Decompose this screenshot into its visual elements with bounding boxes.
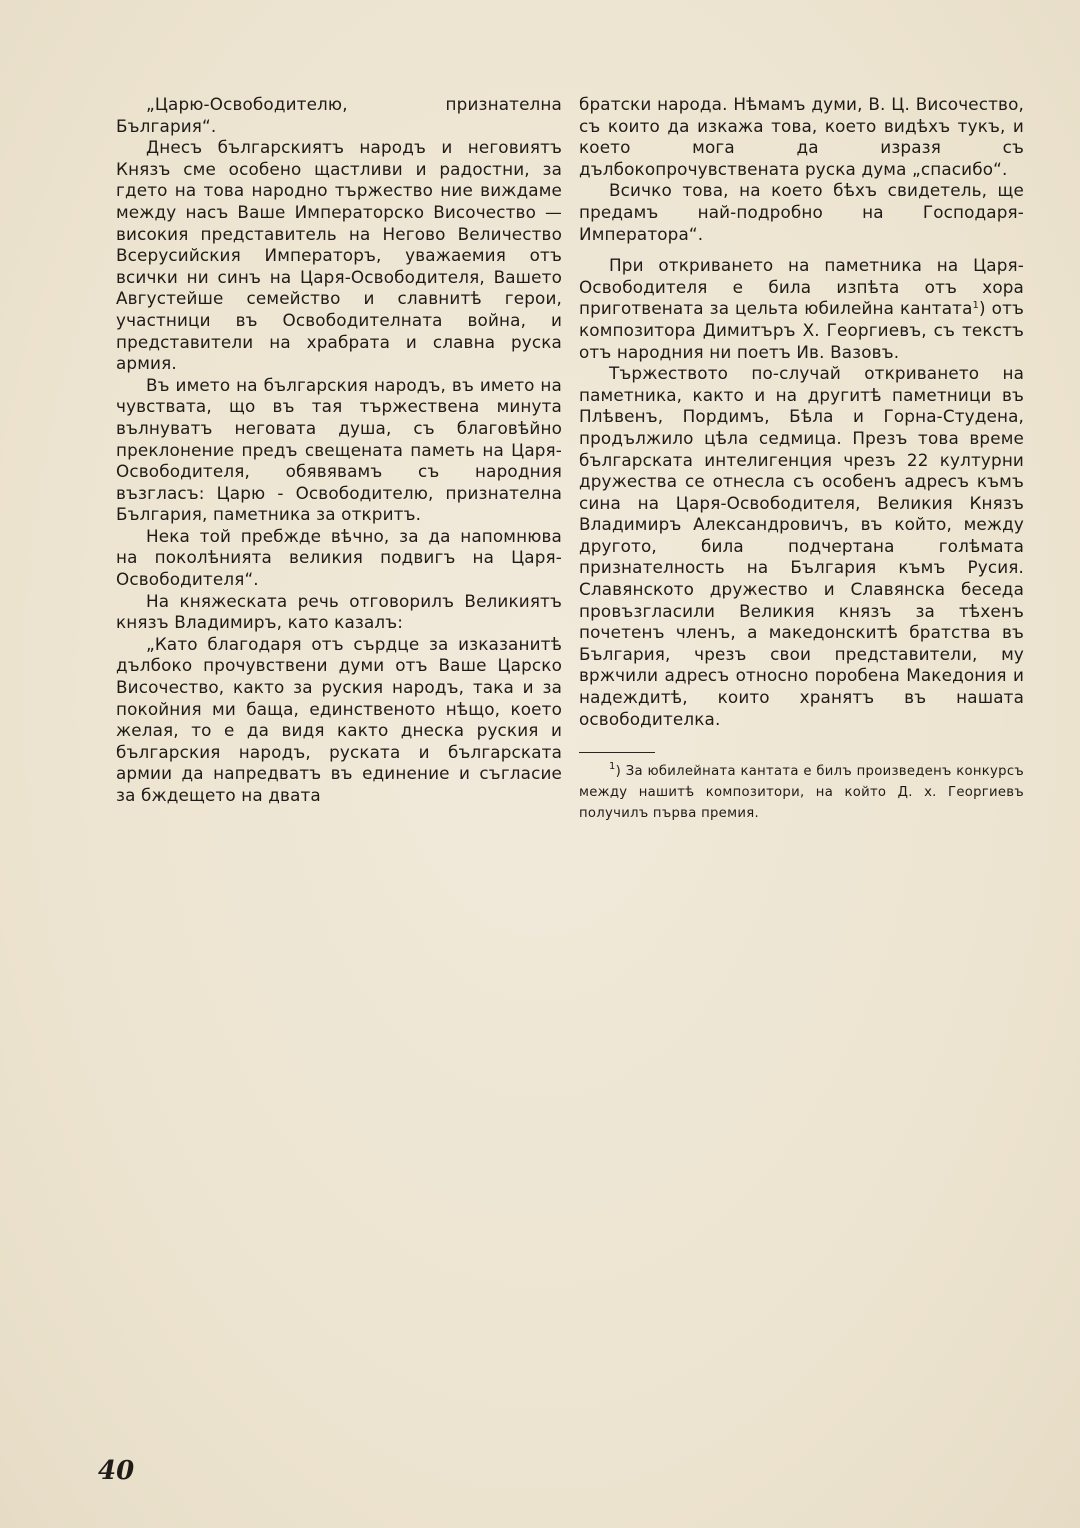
left-column — [116, 94, 562, 807]
footnote-divider — [579, 752, 655, 753]
paragraph-9-text-b: ) отъ композитора Димитъръ Х. Георгиевъ, съ текстъ отъ народния ни поетъ Ив. Вазовъ. — [579, 298, 1024, 362]
paragraph-8: Всичко това, на което бѣхъ свидетель, ще предамъ най-подробно на Господаря-Императора“. — [579, 180, 1024, 244]
footnote-body: ) За юбилейната кантата е билъ произведенъ конкурсъ между нашитѣ композитори, на който Д. х. Георгиевъ получилъ първа премия. — [579, 764, 1024, 822]
right-column — [579, 94, 1024, 824]
footnote-reference[interactable]: 1 — [972, 300, 980, 312]
paragraph-1: „Царю-Освободителю, признателна България“. — [116, 94, 562, 136]
footnote-text — [579, 761, 1024, 824]
paragraph-10: Тържеството по-случай откриването на паметника, както и на другитѣ паметници въ Плѣвенъ, Пордимъ, Бѣла и Горна-Студена, продължило цѣла седмица. Презъ това време българската интелигенция чрезъ 22 културни дружества се отнесла съ особенъ адресъ къмъ сина на Царя-Освободителя, Великия Князъ Владимиръ Александровичъ, въ който, между другото, била подчертана голѣмата признателность на България къмъ Русия. Славянското дружество и Славянска беседа провъзгласили Великия князъ за тѣхенъ почетенъ членъ, а македонскитѣ братства въ България, чрезъ свои представители, му вржчили адресъ относно поробена Македония и надеждитѣ, които хранятъ въ нашата освободителка. — [579, 363, 1024, 729]
paragraph-9-text-a: При откриването на паметника на Царя-Освободителя е била изпѣта отъ хора приготвената за цельта юбилейна кантата — [579, 255, 1024, 319]
paragraph-9 — [579, 255, 1024, 363]
footnote — [579, 752, 1024, 824]
paragraph-4: Нека той пребжде вѣчно, за да напомнюва на поколѣнията великия подвигъ на Царя-Освободителя“. — [116, 525, 562, 590]
paragraph-2: Днесъ българскиятъ народъ и неговиятъ Князъ сме особено щастливи и радостни, за гдето на това народно тържество ние виждаме между насъ Ваше Императорско Височество — високия представитель на Негово Величество Всерусийския Императоръ, уважаемия отъ всички ни синъ на Царя-Освободителя, Вашето Августейше семейство и славнитѣ герои, участници въ Освободителната война, и представители на храбрата и славна руска армия. — [116, 137, 562, 374]
footnote-marker: 1 — [609, 761, 616, 773]
paragraph-5: На княжеската речь отговорилъ Великиятъ князъ Владимиръ, като казалъ: — [116, 590, 562, 633]
paragraph-7: братски народа. Нѣмамъ думи, В. Ц. Височество, съ които да изкажа това, което видѣхъ тукъ, и което мога да изразя съ дълбокопрочувствената руска дума „спасибо“. — [579, 94, 1024, 179]
page-number: 40 — [98, 1456, 135, 1486]
paragraph-6: „Като благодаря отъ сърдце за изказанитѣ дълбоко прочувствени думи отъ Ваше Царско Височество, както за руския народъ, така и за покойния ми баща, единственото нѣщо, което желая, то е да видя както днеска руския и българския народъ, руската и българската армии да напредватъ въ единение и съгласие за бждещето на двата — [116, 633, 562, 805]
paragraph-3: Въ името на българския народъ, въ името на чувствата, що въ тая тържествена минута вълнуватъ неговата душа, съ благовѣйно преклонение предъ свещената паметь на Царя-Освободителя, обявявамъ съ народния възгласъ: Царю - Освободителю, признателна България, паметника за откритъ. — [116, 374, 562, 525]
